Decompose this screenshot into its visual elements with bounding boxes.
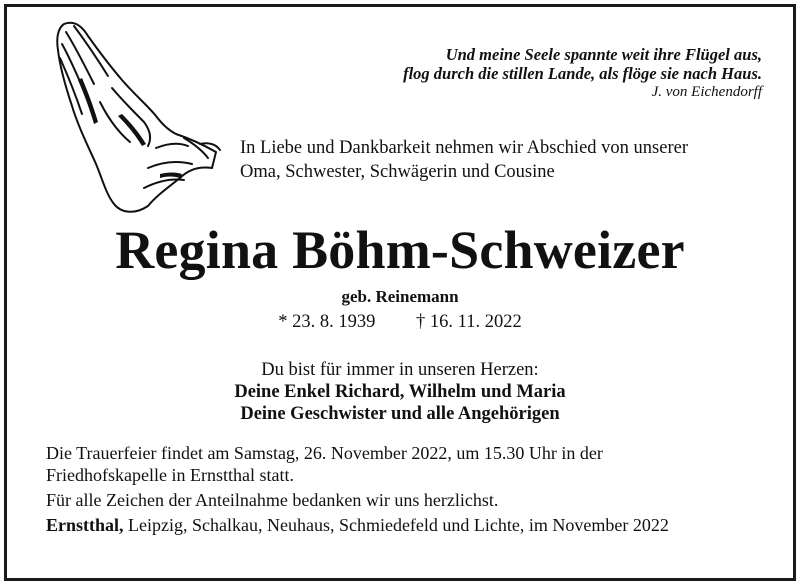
place-bold: Ernstthal, [46,515,124,535]
praying-hands-icon [52,18,224,222]
intro-line: In Liebe und Dankbarkeit nehmen wir Abschied von unserer [240,138,688,158]
place-line [46,514,766,536]
mourners-intro: Du bist für immer in unseren Herzen: [261,360,539,380]
quote-author: J. von Eichendorff [651,84,762,100]
quote-line: Und meine Seele spannte weit ihre Flügel aus, [445,45,762,64]
intro-line: Oma, Schwester, Schwägerin und Cousine [240,162,555,182]
thanks-text: Für alle Zeichen der Anteilnahme bedanken wir uns herzlichst. [46,490,499,510]
mourners-block [0,359,800,425]
mourners-line: Deine Geschwister und alle Angehörigen [240,404,560,424]
funeral-line: Friedhofskapelle in Ernstthal statt. [46,465,294,485]
life-dates [0,312,800,333]
birth-name: geb. Reinemann [341,287,459,306]
intro-text [240,136,688,184]
funeral-info [46,442,766,539]
funeral-details [46,442,766,486]
quote-block [403,45,762,102]
deceased-name: Regina Böhm-Schweizer [115,220,685,280]
place-rest: Leipzig, Schalkau, Neuhaus, Schmiedefeld und Lichte, im November 2022 [123,515,669,535]
mourners-line: Deine Enkel Richard, Wilhelm und Maria [234,382,566,402]
birth-date: * 23. 8. 1939 [278,312,376,332]
funeral-line: Die Trauerfeier findet am Samstag, 26. November 2022, um 15.30 Uhr in der [46,443,603,463]
death-date: † 16. 11. 2022 [416,312,522,332]
quote-line: flog durch die stillen Lande, als flöge sie nach Haus. [403,64,762,83]
